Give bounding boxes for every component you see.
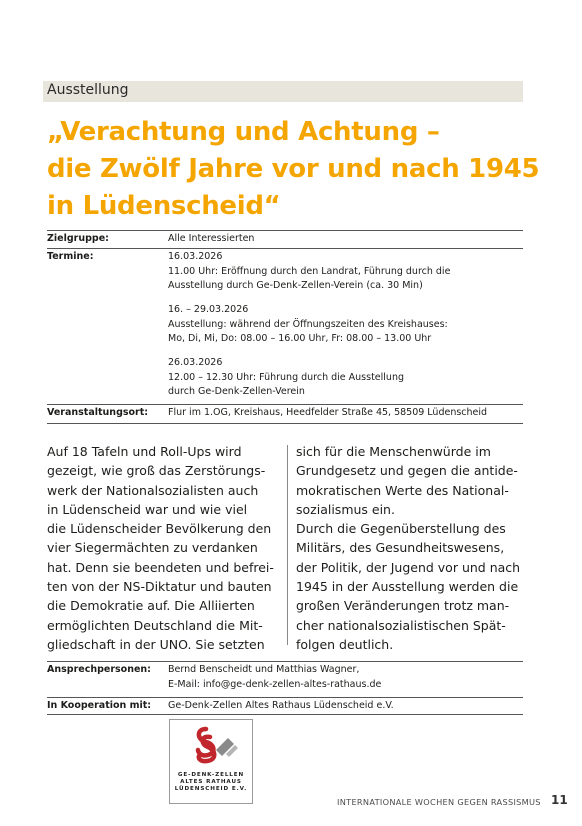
body-line: Grundgesetz und gegen die antide- — [296, 463, 518, 479]
termine-block-2 — [168, 303, 523, 347]
section-header-bar — [43, 81, 523, 102]
paragraph-emblem-icon — [170, 720, 252, 770]
body-line: 1945 in der Ausstellung werden die — [296, 579, 519, 595]
termine-date: 16. – 29.03.2026 — [168, 304, 249, 315]
body-line: ermöglichten Deutschland die Mit- — [47, 617, 263, 633]
body-line: Militärs, des Gesundheitswesens, — [296, 540, 505, 556]
logo-line: LÜDENSCHEID E.V. — [174, 785, 248, 792]
body-column-left — [47, 442, 274, 654]
termine-text: Ausstellung: während der Öffnungszeiten des Kreishauses: — [168, 318, 448, 330]
organization-logo — [169, 719, 253, 804]
logo-wordmark — [170, 772, 252, 792]
body-line: Auf 18 Tafeln und Roll-Ups wird — [47, 444, 242, 459]
body-line: sozialismus ein. — [296, 501, 395, 517]
title-line: die Zwölf Jahre vor und nach 1945 — [47, 154, 540, 184]
title-line: in Lüdenscheid“ — [47, 191, 281, 221]
body-line: die Lüdenscheider Bevölkerung den — [47, 521, 272, 537]
table-rule — [47, 248, 523, 249]
footer-publication-name: INTERNATIONALE WOCHEN GEGEN RASSISMUS — [337, 797, 541, 807]
column-divider — [287, 445, 288, 645]
value-ort: Flur im 1.OG, Kreishaus, Heedfelder Straße 45, 58509 Lüdenscheid — [168, 407, 488, 418]
table-rule — [47, 661, 523, 662]
table-rule — [47, 714, 523, 715]
table-rule — [47, 404, 523, 405]
termine-block-3 — [168, 356, 523, 400]
body-line: folgen deutlich. — [296, 636, 394, 652]
body-line: mokratischen Werte des National- — [296, 482, 509, 498]
table-rule — [47, 423, 523, 424]
section-label: Ausstellung — [47, 82, 129, 98]
termine-text: 11.00 Uhr: Eröffnung durch den Landrat, Führung durch die — [168, 265, 451, 277]
body-line: cher nationalsozialistischen Spät- — [296, 617, 506, 633]
body-column-right — [296, 442, 520, 654]
body-line: sich für die Menschenwürde im — [296, 444, 491, 459]
termine-date: 16.03.2026 — [168, 251, 223, 262]
body-line: in Lüdenscheid war und wie viel — [47, 501, 248, 517]
termine-text: Mo, Di, Mi, Do: 08.00 – 16.00 Uhr, Fr: 08.00 – 13.00 Uhr — [168, 333, 432, 344]
label-termine: Termine: — [47, 251, 94, 262]
body-line: großen Veränderungen trotz man- — [296, 598, 510, 614]
logo-line: GE-DENK-ZELLEN — [177, 772, 245, 778]
value-cooperation: Ge-Denk-Zellen Altes Rathaus Lüdenscheid e.V. — [168, 700, 394, 711]
termine-date: 26.03.2026 — [168, 357, 223, 368]
label-zielgruppe: Zielgruppe: — [47, 233, 109, 244]
table-rule — [47, 697, 523, 698]
title-line: „Verachtung und Achtung – — [47, 117, 440, 147]
page-number: 11 — [551, 793, 568, 807]
termine-text: Ausstellung durch Ge-Denk-Zellen-Verein (ca. 30 Min) — [168, 280, 423, 291]
body-line: hat. Denn sie beendeten und befrei- — [47, 559, 274, 575]
table-rule — [47, 230, 523, 231]
body-line: vier Siegermächten zu verdanken — [47, 540, 258, 556]
termine-text: durch Ge-Denk-Zellen-Verein — [168, 386, 305, 397]
body-line: die Demokratie auf. Die Alliierten — [47, 598, 255, 614]
contact-names: Bernd Benscheidt und Matthias Wagner, — [168, 664, 360, 675]
event-title — [47, 114, 547, 225]
termine-text: 12.00 – 12.30 Uhr: Führung durch die Ausstellung — [168, 371, 405, 383]
body-line: Durch die Gegenüberstellung des — [296, 521, 506, 537]
contact-email: E-Mail: info@ge-denk-zellen-altes-rathaus.de — [168, 678, 382, 690]
logo-line: ALTES RATHAUS — [180, 778, 242, 785]
body-line: gliedschaft in der UNO. Sie setzten — [47, 636, 265, 652]
body-line: gezeigt, wie groß das Zerstörungs- — [47, 463, 266, 479]
body-line: der Politik, der Jugend vor und nach — [296, 559, 521, 575]
body-line: ten von der NS-Diktatur und bauten — [47, 579, 272, 595]
label-cooperation: In Kooperation mit: — [47, 700, 152, 711]
label-ort: Veranstaltungsort: — [47, 407, 149, 418]
body-line: werk der Nationalsozialisten auch — [47, 482, 259, 498]
value-contact — [168, 663, 523, 692]
termine-block-1 — [168, 250, 523, 294]
label-contact: Ansprechpersonen: — [47, 664, 151, 675]
value-zielgruppe: Alle Interessierten — [168, 233, 255, 244]
